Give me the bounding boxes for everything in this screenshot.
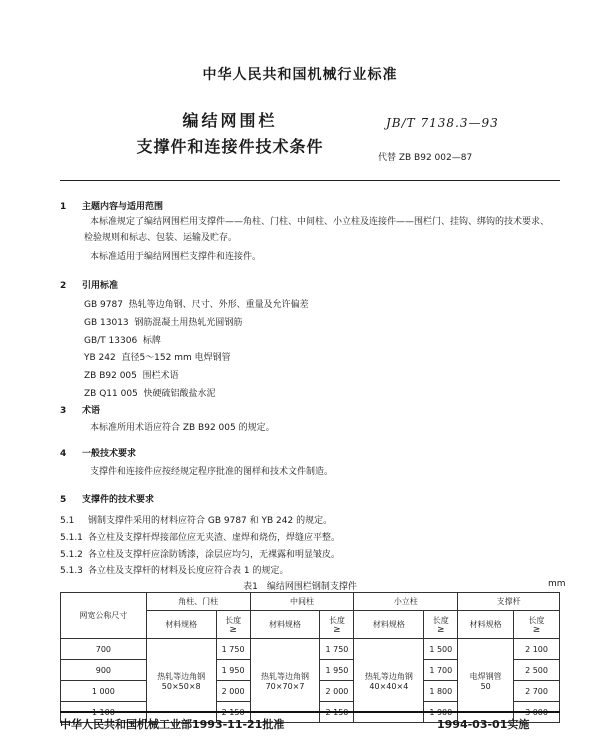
group-header: 小立柱: [354, 593, 458, 611]
implementation-date: 1994-03-01实施: [437, 718, 530, 731]
cell-length: 1 750: [216, 639, 250, 660]
reference-item: GB 13013 钢筋混凝土用热轧光圆钢筋: [84, 318, 243, 328]
column-header-width: 网宽公称尺寸: [61, 593, 147, 639]
cell-material: 热轧等边角钢 40×40×4: [354, 639, 424, 723]
approval-note: 中华人民共和国机械工业部1993-11-21批准: [60, 718, 285, 731]
reference-item: GB 9787 热轧等边角钢、尺寸、外形、重量及允许偏差: [84, 300, 309, 310]
cell-width: 900: [61, 660, 147, 681]
standard-code: JB/T 7138.3—93: [386, 116, 499, 130]
document-subtitle: 支撑件和连接件技术条件: [136, 137, 324, 156]
reference-item: YB 242 直径5～152 mm 电焊钢管: [84, 353, 231, 363]
section-3-heading: 3 术语: [60, 406, 101, 416]
group-header: 角柱、门柱: [146, 593, 250, 611]
cell-width: 700: [61, 639, 147, 660]
cell-length: 2 700: [514, 681, 560, 702]
cell-length: 2 500: [514, 660, 560, 681]
section-4-heading: 4 一般技术要求: [60, 449, 137, 459]
cell-width: 1 100: [61, 702, 147, 723]
clause-item: 5.1.2 各立柱及支撑杆应涂防锈漆，涂层应均匀，无裸露和明显皱皮。: [60, 550, 341, 560]
cell-length: 2 000: [320, 681, 354, 702]
clause-item: 5.1 钢制支撑件采用的材料应符合 GB 9787 和 YB 242 的规定。: [60, 516, 333, 526]
cell-length: 1 500: [424, 639, 458, 660]
cell-material: 热轧等边角钢 70×70×7: [250, 639, 320, 723]
section-1-paragraph-2: 本标准适用于编结网围栏支撑件和连接件。: [90, 252, 262, 262]
cell-material: 电焊钢管 50: [458, 639, 514, 723]
subheader-material: 材料规格: [354, 611, 424, 639]
cell-length: 2 150: [320, 702, 354, 723]
footer-divider: [60, 711, 560, 713]
clause-item: 5.1.3 各立柱及支撑杆的材料及长度应符合表 1 的规定。: [60, 566, 289, 576]
section-1-paragraph-1: 本标准规定了编结网围栏用支撑件——角柱、门柱、中间柱、小立柱及连接件——围栏门、挂钩、绑钩的技术要求、检验规则和标志、包装、运输及贮存。: [84, 217, 550, 243]
section-1-heading: 1 主题内容与适用范围: [60, 202, 164, 212]
subheader-length: 长度 ≥: [216, 611, 250, 639]
table-caption: 表1 编结网围栏钢制支撑件: [243, 582, 357, 592]
section-5-heading: 5 支撑件的技术要求: [60, 495, 155, 505]
cell-length: 1 950: [320, 660, 354, 681]
cell-length: 3 000: [514, 702, 560, 723]
replaces-note: 代替 ZB B92 002—87: [378, 153, 473, 163]
cell-length: 1 900: [424, 702, 458, 723]
section-4-paragraph: 支撑件和连接件应按经规定程序批准的图样和技术文件制造。: [90, 467, 334, 477]
subheader-material: 材料规格: [146, 611, 216, 639]
cell-length: 1 950: [216, 660, 250, 681]
document-title: 编结网围栏: [182, 111, 278, 130]
group-header: 中间柱: [250, 593, 354, 611]
header-divider: [60, 180, 560, 181]
subheader-material: 材料规格: [250, 611, 320, 639]
reference-item: GB/T 13306 标牌: [84, 336, 161, 346]
section-2-heading: 2 引用标准: [60, 281, 119, 291]
section-3-paragraph: 本标准所用术语应符合 ZB B92 005 的规定。: [90, 423, 275, 433]
subheader-length: 长度 ≥: [424, 611, 458, 639]
cell-length: 1 750: [320, 639, 354, 660]
group-header: 支撑杆: [458, 593, 560, 611]
table-unit: mm: [548, 579, 566, 589]
clause-item: 5.1.1 各立柱及支撑杆焊接部位应无夹渣、虚焊和烧伤，焊缝应平整。: [60, 533, 341, 543]
industry-standard-heading: 中华人民共和国机械行业标准: [202, 67, 398, 83]
subheader-length: 长度 ≥: [514, 611, 560, 639]
reference-item: ZB Q11 005 快硬硫铝酸盐水泥: [84, 389, 216, 399]
subheader-length: 长度 ≥: [320, 611, 354, 639]
cell-length: 1 700: [424, 660, 458, 681]
cell-material: 热轧等边角钢 50×50×8: [146, 639, 216, 723]
cell-width: 1 000: [61, 681, 147, 702]
cell-length: 2 000: [216, 681, 250, 702]
cell-length: 2 150: [216, 702, 250, 723]
cell-length: 1 800: [424, 681, 458, 702]
reference-item: ZB B92 005 围栏术语: [84, 371, 179, 381]
table-row: [61, 639, 560, 660]
support-members-table: [60, 592, 560, 723]
subheader-material: 材料规格: [458, 611, 514, 639]
cell-length: 2 100: [514, 639, 560, 660]
